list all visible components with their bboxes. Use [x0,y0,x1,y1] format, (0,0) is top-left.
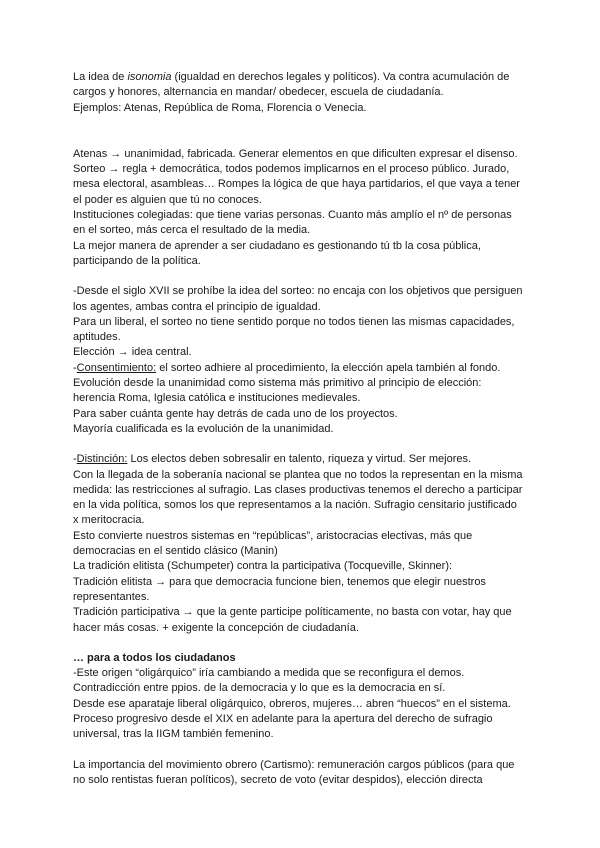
text-line: hacer más cosas. + exigente la concepción de ciudadanía. [73,621,359,634]
text-span: La idea de [73,71,128,83]
text-line: Sorteo → regla + democrática, todos podemos implicarnos en el proceso público. Jurado, [73,163,510,176]
text-line [73,361,533,376]
text-line: La importancia del movimiento obrero (Cartismo): remuneración cargos públicos (para que [73,758,515,771]
text-line: representantes. [73,590,150,603]
paragraph-spacer [73,437,533,452]
text-line: herencia Roma, Iglesia católica e instituciones medievales. [73,392,361,405]
text-span: el sorteo adhiere al procedimiento, la elección apela también al fondo. [156,361,501,374]
text-line: en la vida política, somos los que representamos a la nación. Sufragio censitario justificado [73,499,517,512]
text-line [73,452,533,467]
text-span: - [73,453,77,466]
paragraph-movimiento-obrero [73,758,533,789]
text-line: Evolución desde la unanimidad como sistema más primitivo al principio de elección: [73,377,482,390]
text-line: Elección → idea central. [73,346,192,359]
underlined-term-consentimiento: Consentimiento: [76,361,157,374]
text-line: cargos y honores, alternancia en mandar/ obedecer, escuela de ciudadanía. [73,86,444,99]
text-line: medida: las restricciones al sufragio. Las clases productivas tenemos el derecho a participar [73,483,523,496]
text-line: Desde ese aparataje liberal oligárquico, obreros, mujeres… abren “huecos” en el sistema. [73,697,511,710]
text-line: Proceso progresivo desde el XIX en adelante para la apertura del derecho de sufragio [73,712,493,725]
text-line: Para un liberal, el sorteo no tiene sentido porque no todos tienen las mismas capacidades, [73,315,515,328]
text-line: participando de la política. [73,254,201,267]
text-line: Con la llegada de la soberanía nacional se plantea que no todos la representan en la misma [73,468,523,481]
text-line: -Desde el siglo XVII se prohíbe la idea del sorteo: no encaja con los objetivos que persiguen [73,285,523,298]
text-line: universal, tras la IIGM también femenino. [73,728,274,741]
text-span: (igualdad en derechos legales y políticos). Va contra acumulación de [171,71,510,83]
paragraph-spacer [73,269,533,284]
text-line: Mayoría cualificada es la evolución de la unanimidad. [73,422,334,435]
text-line: Tradición elitista → para que democracia funcione bien, tenemos que elegir nuestros [73,575,486,588]
document-page [73,70,533,788]
text-line: aptitudes. [73,331,121,344]
text-line: mesa electoral, asambleas… Rompes la lógica de que haya partidarios, el que vaya a tener [73,178,520,191]
text-line: democracias en el sentido clásico (Manin) [73,545,278,558]
paragraph-ciudadanos [73,651,533,743]
text-line: Instituciones colegiadas: que tiene varias personas. Cuanto más amplío el nº de personas [73,209,512,222]
text-line: Esto convierte nuestros sistemas en “repúblicas”, aristocracias electivas, más que [73,529,473,542]
text-line: los agentes, ambas contra el principio de igualdad. [73,300,321,313]
text-line [73,70,533,85]
text-line: La tradición elitista (Schumpeter) contra la participativa (Tocqueville, Skinner): [73,560,453,573]
text-line: Ejemplos: Atenas, República de Roma, Florencia o Venecia. [73,101,367,114]
paragraph-spacer [73,743,533,758]
emphasis-isonomia: isonomia [127,71,172,83]
text-span: - [73,361,77,374]
section-heading: … para a todos los ciudadanos [73,651,236,664]
text-line: Contradicción entre ppios. de la democracia y lo que es la democracia en sí. [73,682,446,695]
text-line: el poder es alguien que tú no conoces. [73,193,262,206]
text-line: Tradición participativa → que la gente participe políticamente, no basta con votar, hay que [73,606,512,619]
paragraph-eleccion [73,284,533,437]
paragraph-spacer [73,636,533,651]
paragraph-distincion [73,452,533,636]
text-span: Los electos deben sobresalir en talento, riqueza y virtud. Ser mejores. [127,453,472,466]
text-line: La mejor manera de aprender a ser ciudadano es gestionando tú tb la cosa pública, [73,239,481,252]
text-line: -Este origen “oligárquico” iría cambiando a medida que se reconfigura el demos. [73,667,465,680]
paragraph-sorteo [73,147,533,269]
text-line: en el sorteo, más cerca el resultado de la media. [73,224,311,237]
text-line: Para saber cuánta gente hay detrás de cada uno de los proyectos. [73,407,398,420]
text-line: x meritocracia. [73,514,145,527]
paragraph-spacer [73,116,533,147]
paragraph-isonomia [73,70,533,116]
text-line: Atenas → unanimidad, fabricada. Generar elementos en que dificulten expresar el disenso. [73,147,518,160]
text-line: no solo rentistas fueran políticos), secreto de voto (evitar despidos), elección directa [73,773,483,786]
underlined-term-distincion: Distinción: [76,453,128,466]
